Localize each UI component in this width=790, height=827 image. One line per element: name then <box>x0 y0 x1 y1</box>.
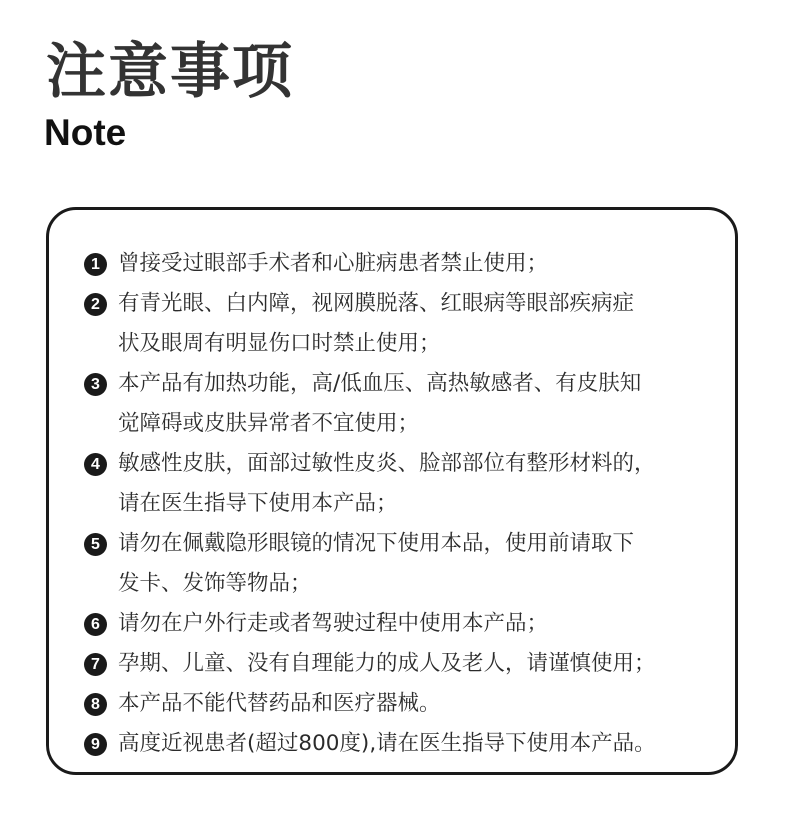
number-6-icon: 6 <box>84 613 107 636</box>
note-text: 请在医生指导下使用本产品； <box>118 491 398 516</box>
note-text: 曾接受过眼部手术者和心脏病患者禁止使用； <box>118 251 549 276</box>
note-text: 本产品有加热功能，高/低血压、高热敏感者、有皮肤知 <box>118 371 642 396</box>
note-item-1 <box>84 244 734 284</box>
number-1-icon: 1 <box>84 253 107 276</box>
note-text: 状及眼周有明显伤口时禁止使用； <box>118 331 441 356</box>
number-2-icon: 2 <box>84 293 107 316</box>
note-text: 高度近视患者(超过800度),请在医生指导下使用本产品。 <box>118 731 656 756</box>
note-text: 发卡、发饰等物品； <box>118 571 312 596</box>
note-item-9 <box>84 724 734 764</box>
note-text: 孕期、儿童、没有自理能力的成人及老人，请谨慎使用； <box>118 651 656 676</box>
note-text: 本产品不能代替药品和医疗器械。 <box>118 691 441 716</box>
number-7-icon: 7 <box>84 653 107 676</box>
number-9-icon: 9 <box>84 733 107 756</box>
note-item-7 <box>84 644 734 684</box>
page-title: 注意事项 <box>46 37 294 107</box>
note-item-4 <box>84 444 734 524</box>
number-8-icon: 8 <box>84 693 107 716</box>
note-item-3 <box>84 364 734 444</box>
note-text: 请勿在佩戴隐形眼镜的情况下使用本品，使用前请取下 <box>118 531 635 556</box>
note-text: 请勿在户外行走或者驾驶过程中使用本产品； <box>118 611 549 636</box>
note-item-5 <box>84 524 734 604</box>
number-5-icon: 5 <box>84 533 107 556</box>
note-item-8 <box>84 684 734 724</box>
notes-list <box>84 244 734 764</box>
number-3-icon: 3 <box>84 373 107 396</box>
note-text: 敏感性皮肤，面部过敏性皮炎、脸部部位有整形材料的， <box>118 451 656 476</box>
note-text: 有青光眼、白内障，视网膜脱落、红眼病等眼部疾病症 <box>118 291 635 316</box>
note-item-6 <box>84 604 734 644</box>
note-text: 觉障碍或皮肤异常者不宜使用； <box>118 411 420 436</box>
page-subtitle: Note <box>44 112 127 153</box>
number-4-icon: 4 <box>84 453 107 476</box>
note-item-2 <box>84 284 734 364</box>
